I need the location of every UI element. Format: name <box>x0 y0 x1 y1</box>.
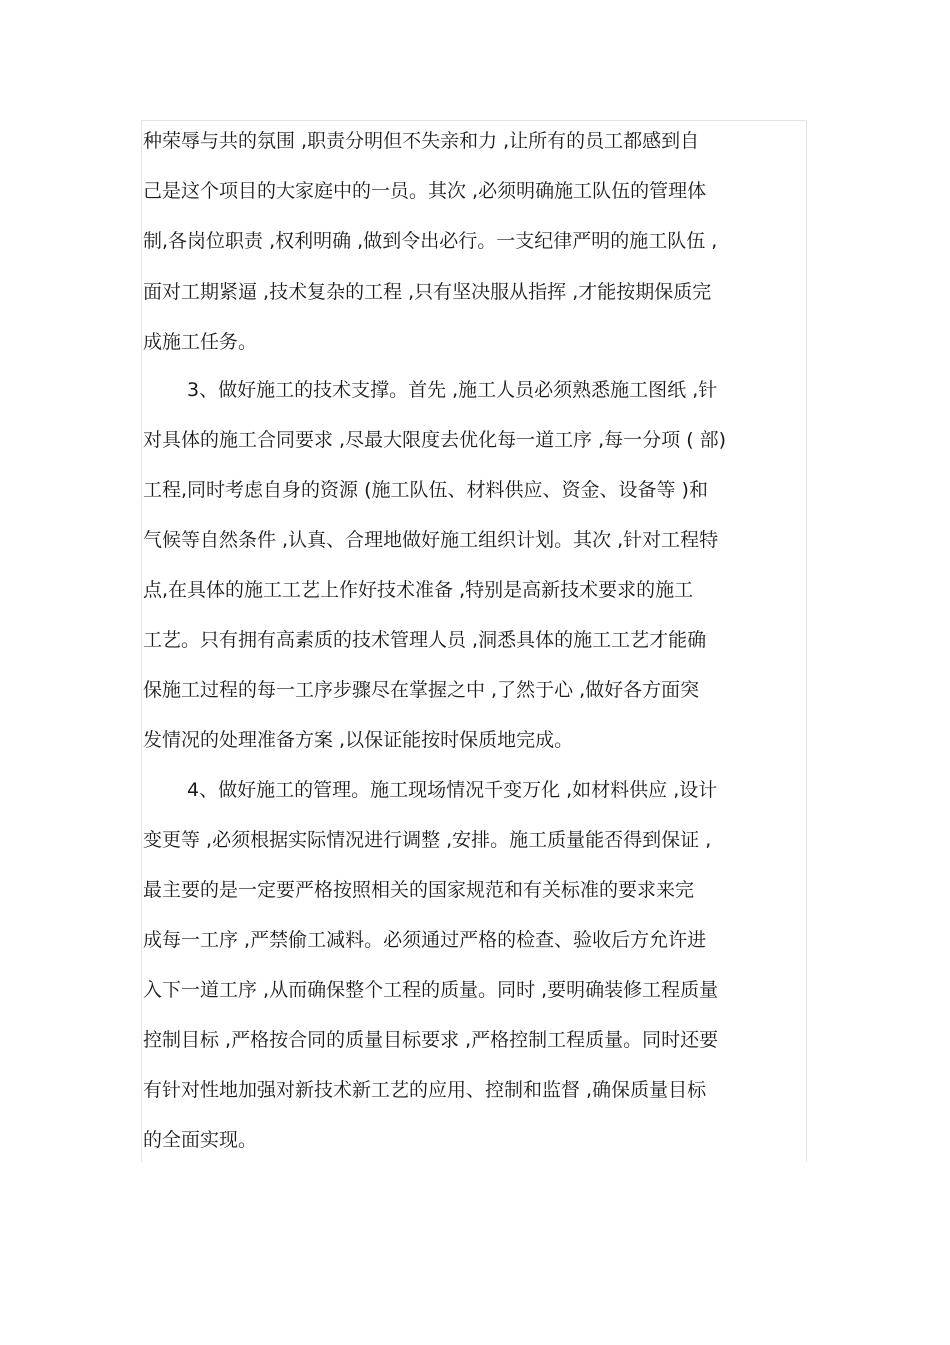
text-line: 制,各岗位职责 ,权利明确 ,做到令出必行。一支纪律严明的施工队伍 , <box>143 230 718 252</box>
text-line: 保施工过程的每一工序步骤尽在掌握之中 ,了然于心 ,做好各方面突 <box>143 679 700 701</box>
text-line: 入下一道工序 ,从而确保整个工程的质量。同时 ,要明确装修工程质量 <box>143 979 719 1001</box>
text-line: 最主要的是一定要严格按照相关的国家规范和有关标准的要求来完 <box>143 879 695 901</box>
text-line: 有针对性地加强对新技术新工艺的应用、控制和监督 ,确保质量目标 <box>143 1079 707 1101</box>
text-line: 变更等 ,必须根据实际情况进行调整 ,安排。施工质量能否得到保证 , <box>143 829 712 851</box>
text-line: 点,在具体的施工工艺上作好技术准备 ,特别是高新技术要求的施工 <box>143 579 694 601</box>
text-line: 工艺。只有拥有高素质的技术管理人员 ,洞悉具体的施工工艺才能确 <box>143 629 707 651</box>
text-line: 成每一工序 ,严禁偷工减料。必须通过严格的检查、验收后方允许进 <box>143 929 707 951</box>
text-line: 发情况的处理准备方案 ,以保证能按时保质地完成。 <box>143 729 574 751</box>
text-line: 工程,同时考虑自身的资源 (施工队伍、材料供应、资金、设备等 )和 <box>143 479 708 501</box>
text-line: 己是这个项目的大家庭中的一员。其次 ,必须明确施工队伍的管理体 <box>143 180 707 202</box>
text-line: 面对工期紧逼 ,技术复杂的工程 ,只有坚决服从指挥 ,才能按期保质完 <box>143 281 712 303</box>
text-line: 的全面实现。 <box>143 1129 258 1151</box>
paragraph-3-start: 3、做好施工的技术支撑。首先 ,施工人员必须熟悉施工图纸 ,针 <box>187 379 718 401</box>
text-line: 控制目标 ,严格按合同的质量目标要求 ,严格控制工程质量。同时还要 <box>143 1029 719 1051</box>
paragraph-4-start: 4、做好施工的管理。施工现场情况千变万化 ,如材料供应 ,设计 <box>187 779 718 801</box>
text-line: 气候等自然条件 ,认真、合理地做好施工组织计划。其次 ,针对工程特 <box>143 529 719 551</box>
text-line: 种荣辱与共的氛围 ,职责分明但不失亲和力 ,让所有的员工都感到自 <box>143 130 700 152</box>
text-line: 对具体的施工合同要求 ,尽最大限度去优化每一道工序 ,每一分项 ( 部) <box>143 429 727 451</box>
text-line: 成施工任务。 <box>143 331 258 353</box>
